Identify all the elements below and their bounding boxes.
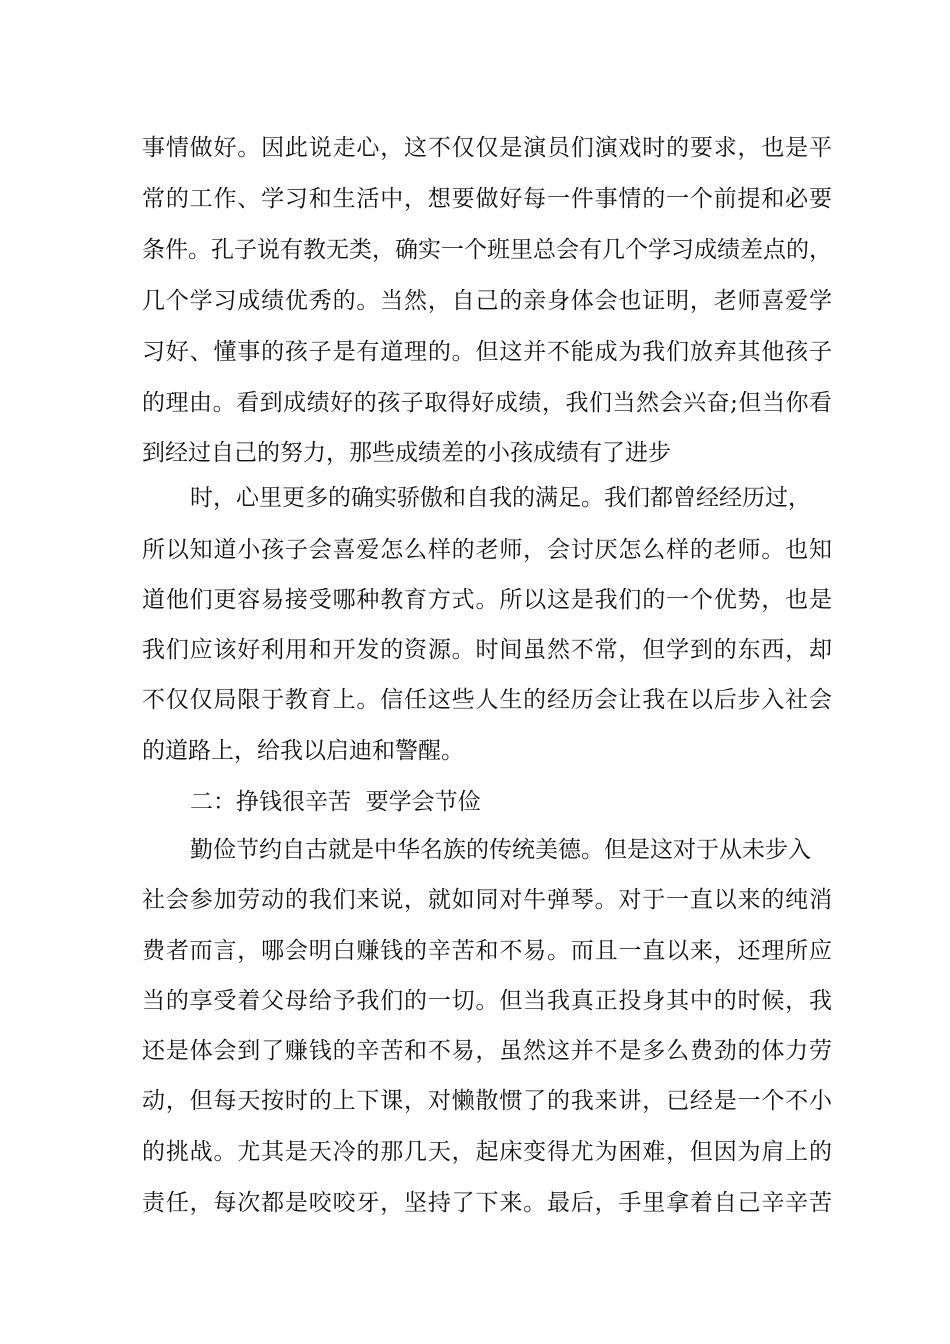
paragraph-line: 社会参加劳动的我们来说，就如同对牛弹琴。对于一直以来的纯消 [142, 887, 832, 913]
paragraph-line: 条件。孔子说有教无类，确实一个班里总会有几个学习成绩差点的， [142, 237, 832, 263]
paragraph-line: 几个学习成绩优秀的。当然，自己的亲身体会也证明，老师喜爱学 [142, 288, 832, 314]
paragraph-line: 费者而言，哪会明白赚钱的辛苦和不易。而且一直以来，还理所应 [142, 938, 832, 964]
paragraph-line: 的道路上，给我以启迪和警醒。 [142, 738, 464, 764]
paragraph-line: 事情做好。因此说走心，这不仅仅是演员们演戏时的要求，也是平 [142, 135, 832, 161]
paragraph-line: 还是体会到了赚钱的辛苦和不易，虽然这并不是多么费劲的体力劳 [142, 1038, 832, 1064]
paragraph-line: 勤俭节约自古就是中华名族的传统美德。但是这对于从未步入 [190, 837, 811, 863]
paragraph-line: 道他们更容易接受哪种教育方式。所以这是我们的一个优势，也是 [142, 587, 832, 613]
paragraph-line: 习好、懂事的孩子是有道理的。但这并不能成为我们放弃其他孩子 [142, 339, 832, 365]
paragraph-line: 不仅仅局限于教育上。信任这些人生的经历会让我在以后步入社会 [142, 687, 832, 713]
paragraph-line: 的理由。看到成绩好的孩子取得好成绩，我们当然会兴奋;但当你看 [142, 390, 832, 416]
paragraph-line: 时，心里更多的确实骄傲和自我的满足。我们都曾经经历过， [190, 485, 811, 511]
paragraph-line: 动，但每天按时的上下课，对懒散惯了的我来讲，已经是一个不小 [142, 1088, 832, 1114]
paragraph-line: 责任，每次都是咬咬牙，坚持了下来。最后，手里拿着自己辛辛苦 [142, 1190, 832, 1216]
paragraph-line: 到经过自己的努力，那些成绩差的小孩成绩有了进步 [142, 440, 671, 466]
section-heading: 二：挣钱很辛苦 要学会节俭 [190, 789, 481, 815]
paragraph-line: 所以知道小孩子会喜爱怎么样的老师，会讨厌怎么样的老师。也知 [142, 537, 832, 563]
paragraph-line: 的挑战。尤其是天冷的那几天，起床变得尤为困难，但因为肩上的 [142, 1139, 832, 1165]
paragraph-line: 我们应该好利用和开发的资源。时间虽然不常，但学到的东西，却 [142, 637, 832, 663]
paragraph-line: 常的工作、学习和生活中，想要做好每一件事情的一个前提和必要 [142, 186, 832, 212]
paragraph-line: 当的享受着父母给予我们的一切。但当我真正投身其中的时候，我 [142, 988, 832, 1014]
